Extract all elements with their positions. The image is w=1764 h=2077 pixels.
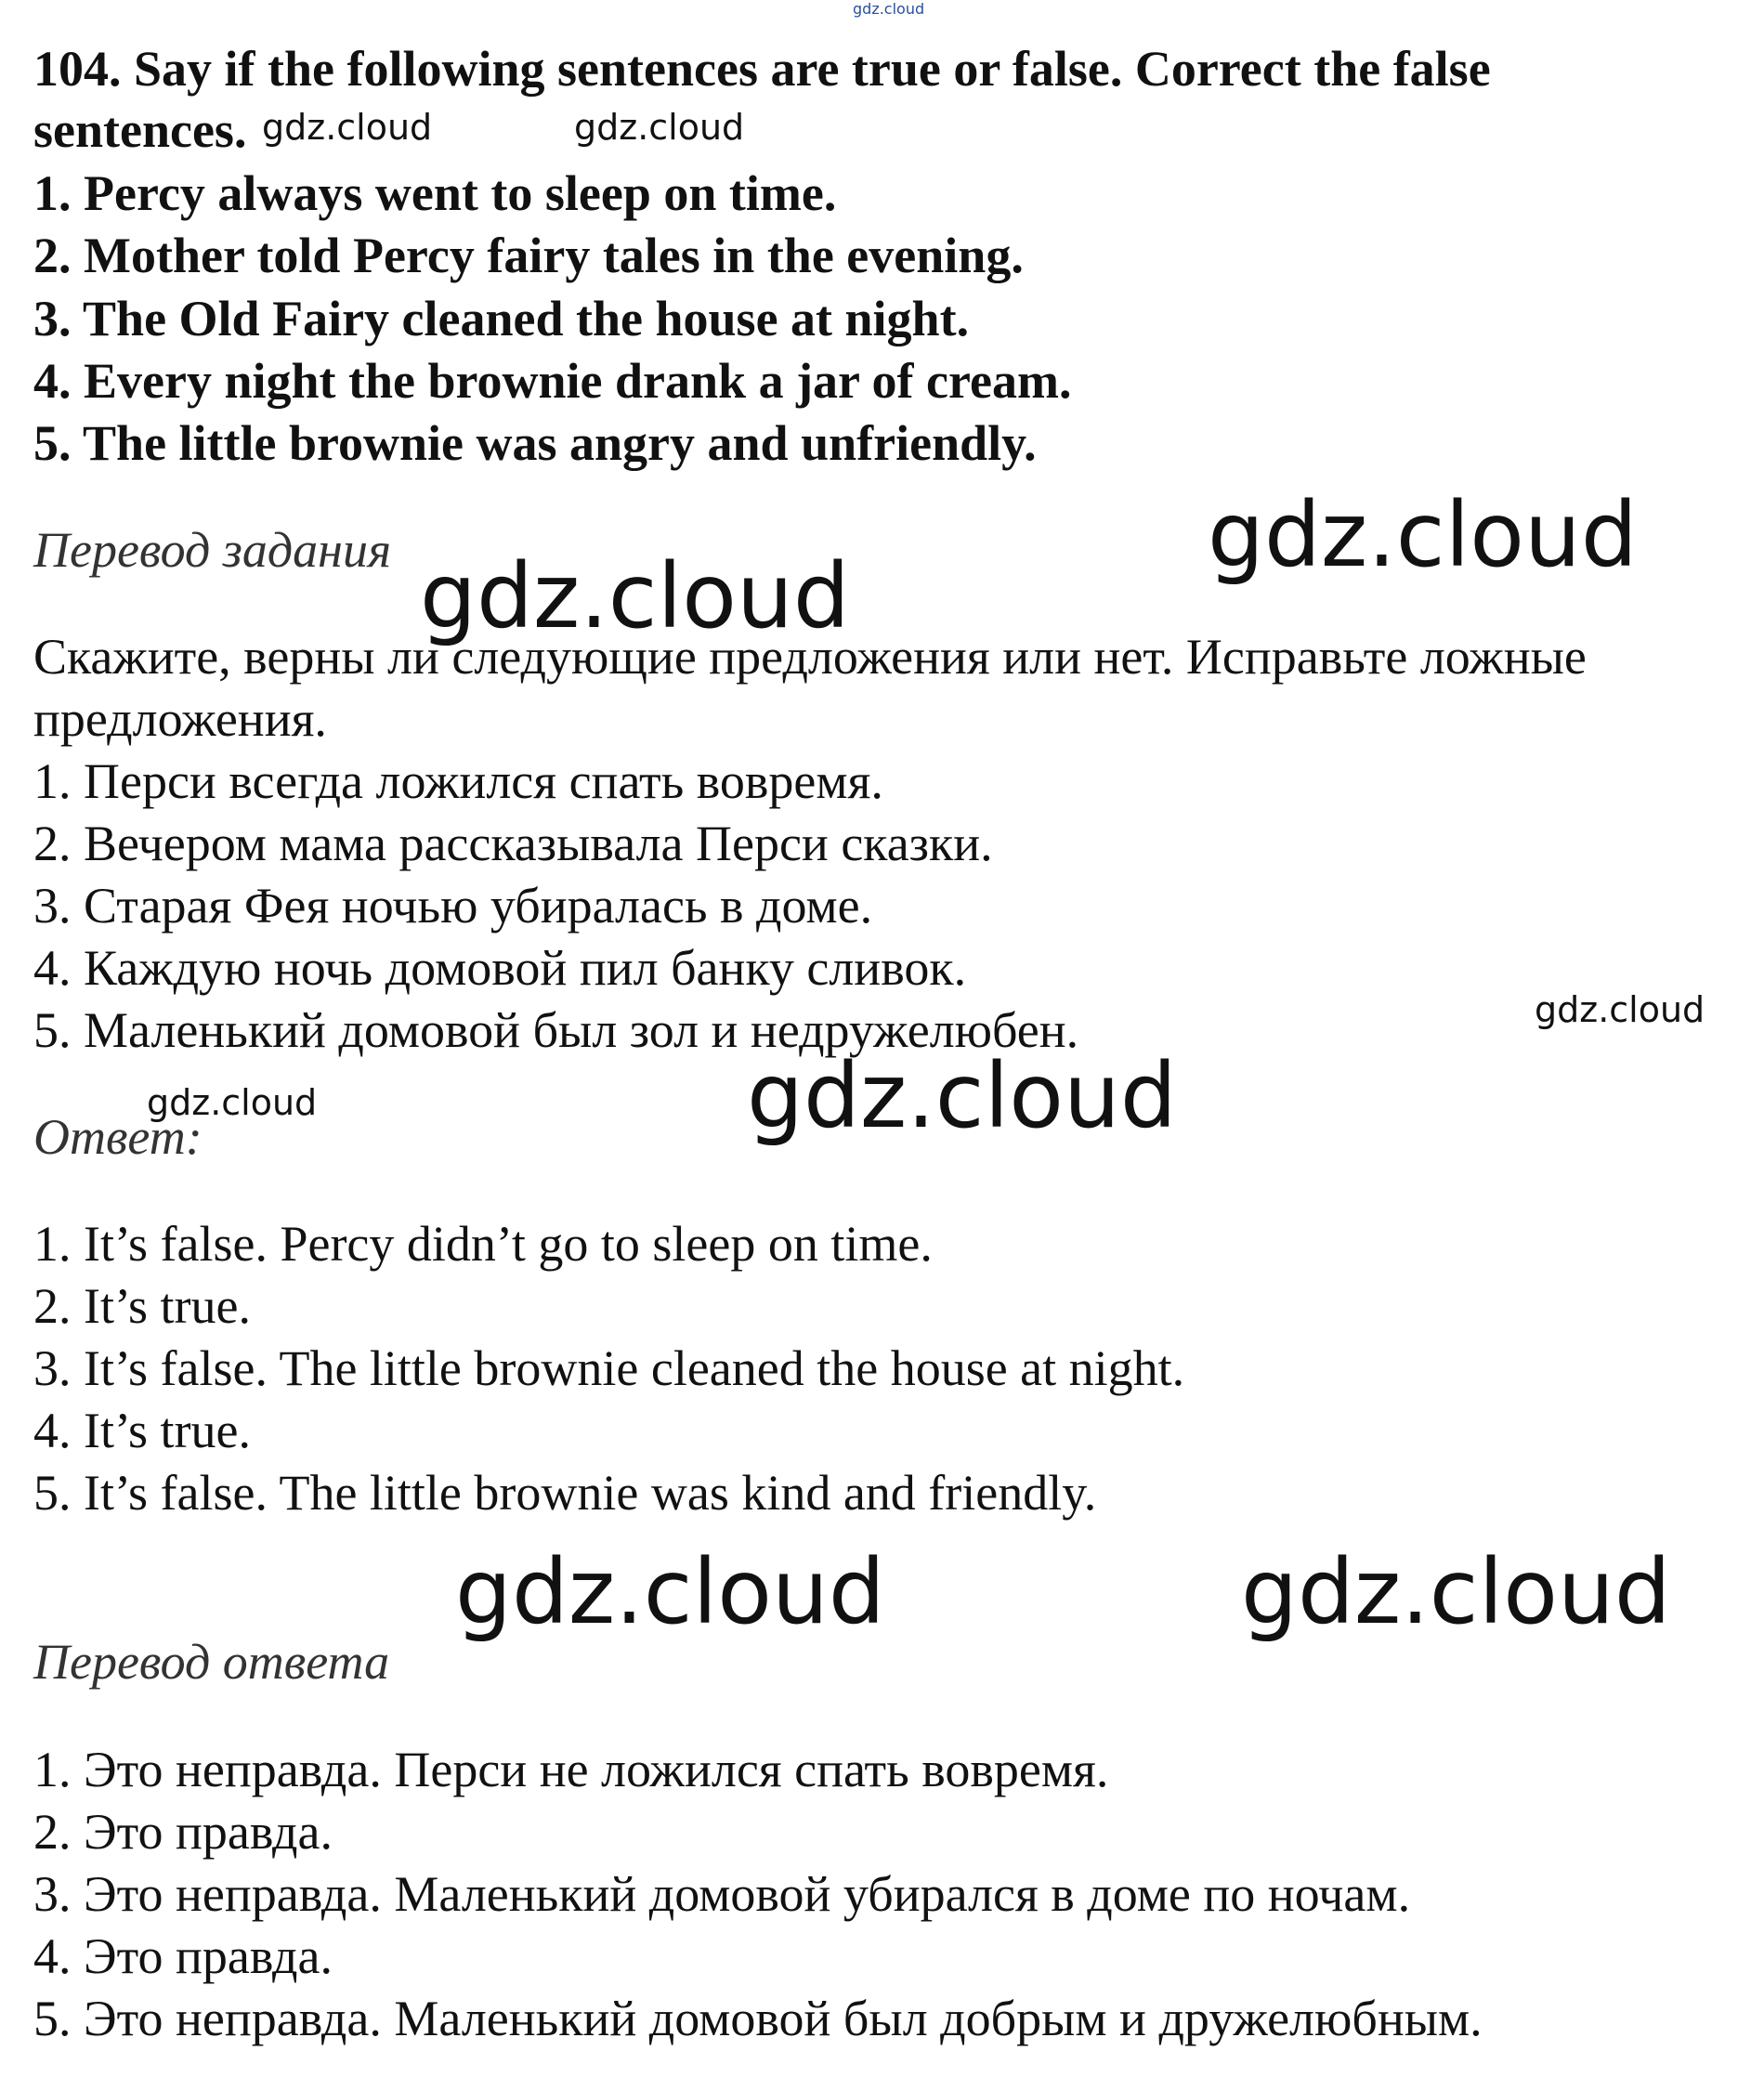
task-translation-sentence-5: 5. Маленький домовой был зол и недружелюбен. [33, 1002, 1079, 1058]
task-translation-sentence-1: 1. Перси всегда ложился спать вовремя. [33, 753, 883, 809]
watermark-mid-right: gdz.cloud [1535, 989, 1705, 1030]
watermark-large-5: gdz.cloud [1241, 1540, 1671, 1644]
task-sentence-1: 1. Percy always went to sleep on time. [33, 165, 837, 221]
watermark-heading-2: gdz.cloud [574, 107, 745, 148]
answer-item-3: 3. It’s false. The little brownie cleaned the house at night. [33, 1340, 1185, 1396]
answer-translation-label: Перевод ответа [33, 1634, 390, 1690]
watermark-large-1: gdz.cloud [1208, 483, 1638, 587]
answer-translation-item-2: 2. Это правда. [33, 1804, 333, 1860]
task-heading-line-1: 104. Say if the following sentences are true or false. Correct the false [33, 41, 1491, 97]
answer-label: Ответ: [33, 1109, 203, 1165]
task-heading-line-2: sentences. [33, 102, 247, 158]
watermark-large-2: gdz.cloud [420, 544, 850, 648]
watermark-large-3: gdz.cloud [747, 1044, 1177, 1148]
watermark-top: gdz.cloud [853, 0, 925, 18]
task-translation-line-1: Скажите, верны ли следующие предложения или нет. Исправьте ложные [33, 629, 1587, 685]
task-translation-sentence-2: 2. Вечером мама рассказывала Перси сказки. [33, 816, 993, 871]
task-translation-label: Перевод задания [33, 522, 392, 578]
answer-translation-item-5: 5. Это неправда. Маленький домовой был добрым и дружелюбным. [33, 1991, 1483, 2046]
task-sentence-4: 4. Every night the brownie drank a jar of cream. [33, 353, 1072, 409]
answer-item-1: 1. It’s false. Percy didn’t go to sleep on time. [33, 1216, 933, 1272]
task-translation-sentence-4: 4. Каждую ночь домовой пил банку сливок. [33, 940, 967, 996]
task-translation-sentence-3: 3. Старая Фея ночью убиралась в доме. [33, 878, 873, 934]
watermark-heading-1: gdz.cloud [262, 107, 433, 148]
watermark-large-4: gdz.cloud [455, 1540, 885, 1644]
task-translation-line-2: предложения. [33, 691, 327, 747]
answer-item-5: 5. It’s false. The little brownie was kind and friendly. [33, 1465, 1097, 1521]
answer-translation-item-4: 4. Это правда. [33, 1928, 333, 1984]
answer-item-2: 2. It’s true. [33, 1278, 251, 1334]
task-sentence-3: 3. The Old Fairy cleaned the house at night. [33, 291, 970, 346]
answer-translation-item-3: 3. Это неправда. Маленький домовой убирался в доме по ночам. [33, 1866, 1411, 1922]
answer-translation-item-1: 1. Это неправда. Перси не ложился спать вовремя. [33, 1742, 1109, 1797]
answer-item-4: 4. It’s true. [33, 1403, 251, 1458]
task-sentence-2: 2. Mother told Percy fairy tales in the evening. [33, 228, 1024, 283]
watermark-answer-small: gdz.cloud [147, 1082, 318, 1123]
task-sentence-5: 5. The little brownie was angry and unfriendly. [33, 415, 1037, 471]
